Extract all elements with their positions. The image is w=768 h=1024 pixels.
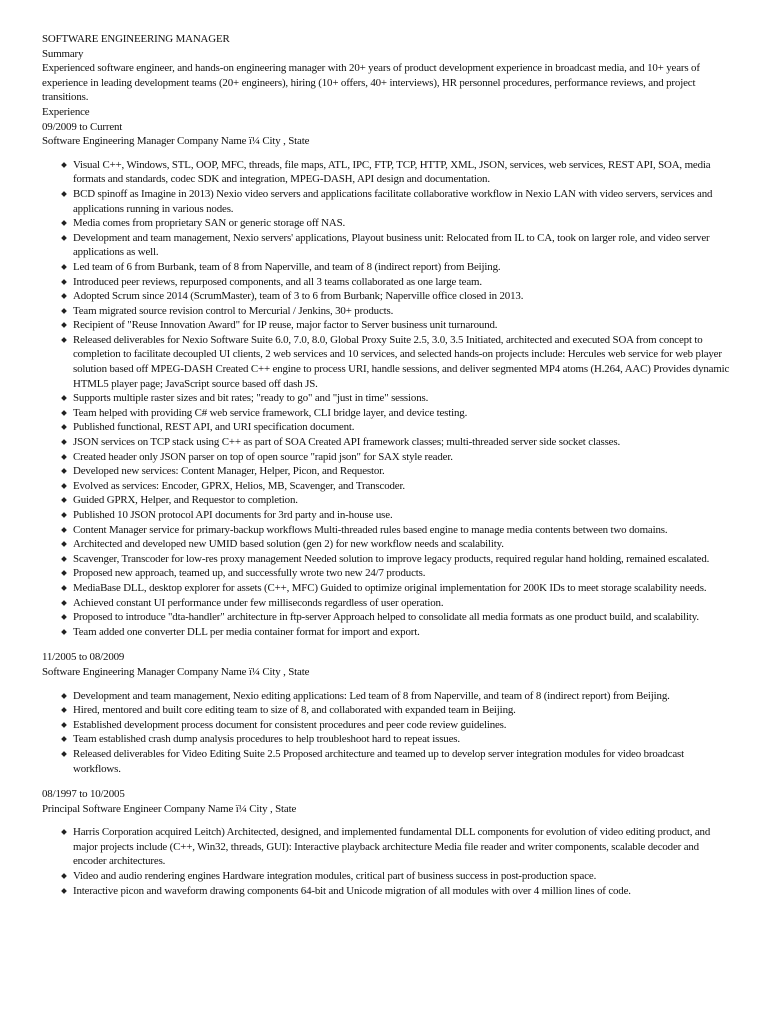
job-entry [42,120,730,640]
job-bullet: Team helped with providing C# web service framework, CLI bridge layer, and device testing. [73,406,733,421]
job-entry [42,639,726,776]
job-bullet: Team migrated source revision control to Mercurial / Jenkins, 30+ products. [73,304,733,319]
job-bullet: Content Manager service for primary-backup workflows Multi-threaded rules based engine to manage media contents between two domains. [73,523,733,538]
job-position: Software Engineering Manager Company Name ï¼ City , State [42,665,310,678]
job-dates: 09/2009 to Current [42,120,123,133]
job-bullet: Established development process document for consistent procedures and peer code review guidelines. [73,718,733,733]
job-bullet: Released deliverables for Video Editing Suite 2.5 Proposed architecture and teamed up to develop server integration modules for video broadcast workflows. [73,747,733,776]
job-bullet: Published 10 JSON protocol API documents for 3rd party and in-house use. [73,508,733,523]
job-bullet: MediaBase DLL, desktop explorer for assets (C++, MFC) Guided to optimize original implementation for 200K IDs to meet storage scalability needs. [73,581,733,596]
job-bullet: Media comes from proprietary SAN or generic storage off NAS. [73,216,733,231]
job-bullet: Development and team management, Nexio editing applications: Led team of 8 from Naperville, and team of 8 (indirect report) from Beijing. [73,689,733,704]
job-bullet: Architected and developed new UMID based solution (gen 2) for new workflow needs and scalability. [73,537,733,552]
job-bullet: Visual C++, Windows, STL, OOP, MFC, threads, file maps, ATL, IPC, FTP, TCP, HTTP, XML, JSON, services, web services, REST API, SOA, media formats and standards, codec SDK and integration, MPEG-DASH, API design and documentation. [73,158,733,187]
job-bullet: Introduced peer reviews, repurposed components, and all 3 teams collaborated as one large team. [73,275,733,290]
job-bullet: JSON services on TCP stack using C++ as part of SOA Created API framework classes; multi-threaded server side socket classes. [73,435,733,450]
job-bullet-list [42,825,733,898]
job-bullet: Development and team management, Nexio servers' applications, Playout business unit: Relocated from IL to CA, took on larger role, and video server applications as well. [73,231,733,260]
job-bullet: Proposed to introduce "dta-handler" architecture in ftp-server Approach helped to consolidate all media formats as one product build, and scalability. [73,610,733,625]
summary-heading: Summary [42,47,84,60]
job-bullet: Adopted Scrum since 2014 (ScrumMaster), team of 3 to 6 from Burbank; Naperville office closed in 2013. [73,289,733,304]
job-bullet: Recipient of "Reuse Innovation Award" for IP reuse, major factor to Server business unit turnaround. [73,318,733,333]
summary-text: Experienced software engineer, and hands-on engineering manager with 20+ years of product development experience in broadcast media, and 10+ years of experience in leading development teams (20+ engineers), hiring (10+ offers, 40+ interviews), HR personnel procedures, performance reviews, and project transitions. [42,62,700,104]
job-dates: 08/1997 to 10/2005 [42,788,125,801]
job-bullet: Harris Corporation acquired Leitch) Architected, designed, and implemented fundamental DLL components for evolution of video editing product, and major projects include (C++, Win32, threads, GUI): Interactive playback architecture Media file reader and writer components, scalable decoder and encoder architectures. [73,825,733,869]
job-bullet: Proposed new approach, teamed up, and successfully wrote two new 24/7 products. [73,566,733,581]
job-bullet: Scavenger, Transcoder for low-res proxy management Needed solution to improve legacy products, required regular hand holding, remained escalated. [73,552,733,567]
experience-list [42,120,730,899]
job-position: Software Engineering Manager Company Name ï¼ City , State [42,135,310,148]
job-bullet: Interactive picon and waveform drawing components 64-bit and Unicode migration of all modules with over 4 million lines of code. [73,884,733,899]
job-bullet: Led team of 6 from Burbank, team of 8 from Naperville, and team of 8 (indirect report) from Beijing. [73,260,733,275]
job-bullet: Team established crash dump analysis procedures to help troubleshoot hard to repeat issues. [73,732,733,747]
job-entry [42,776,726,898]
job-bullet: Hired, mentored and built core editing team to size of 8, and collaborated with expanded team in Beijing. [73,703,733,718]
job-separator [42,639,726,650]
job-bullet: Guided GPRX, Helper, and Requestor to completion. [73,493,733,508]
job-bullet: Achieved constant UI performance under few milliseconds regardless of user operation. [73,596,733,611]
job-dates: 11/2005 to 08/2009 [42,651,125,664]
job-bullet-list [42,689,733,777]
experience-heading: Experience [42,105,90,118]
job-bullet: Evolved as services: Encoder, GPRX, Helios, MB, Scavenger, and Transcoder. [73,479,733,494]
job-position: Principal Software Engineer Company Name ï¼ City , State [42,802,297,815]
job-bullet-list [42,158,733,640]
job-bullet: Supports multiple raster sizes and bit rates; "ready to go" and "just in time" sessions. [73,391,733,406]
job-bullet: Team added one converter DLL per media container format for import and export. [73,625,733,640]
job-bullet: Developed new services: Content Manager, Helper, Picon, and Requestor. [73,464,733,479]
job-bullet: Video and audio rendering engines Hardware integration modules, critical part of business success in post-production space. [73,869,733,884]
job-bullet: BCD spinoff as Imagine in 2013) Nexio video servers and applications facilitate collaborative workflow in Nexio LAN with video servers, services and applications running in various nodes. [73,187,733,216]
resume-title: SOFTWARE ENGINEERING MANAGER [42,33,230,45]
job-separator [42,776,726,787]
job-bullet: Released deliverables for Nexio Software Suite 6.0, 7.0, 8.0, Global Proxy Suite 2.5, 3.0, 3.5 Initiated, architected and executed SOA from concept to completion to facilitate decoupled UI clients, 2 web services and 10 services, and selected hands-on projects include: Hercules web service for web player solution based off MPEG-DASH Created C++ engine to process URI, handle sessions, and deliver segmented MP4 atoms (H.264, AAC) Provides dynamic HTML5 player page; JavaScript source based off dash JS. [73,333,733,391]
job-bullet: Created header only JSON parser on top of open source "rapid json" for SAX style reader. [73,450,733,465]
job-bullet: Published functional, REST API, and URI specification document. [73,420,733,435]
